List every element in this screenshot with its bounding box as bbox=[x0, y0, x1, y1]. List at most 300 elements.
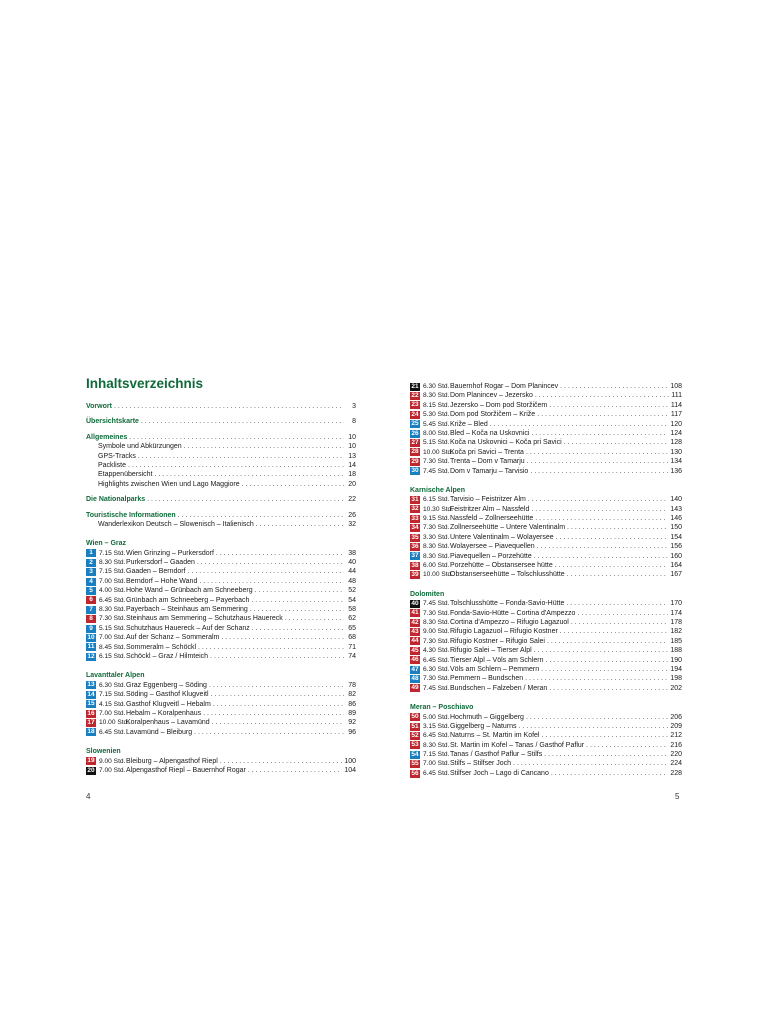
stage-duration: 6.30 Std. bbox=[423, 665, 450, 673]
leader-dots bbox=[541, 665, 668, 674]
leader-dots bbox=[285, 614, 344, 623]
stage-duration: 7.00 Std. bbox=[423, 760, 450, 768]
toc-stage-entry[interactable] bbox=[86, 766, 356, 775]
leader-dots bbox=[549, 684, 668, 693]
toc-stage-entry[interactable] bbox=[410, 448, 682, 457]
section-heading: Meran – Poschiavo bbox=[410, 704, 474, 712]
stage-number-badge: 31 bbox=[411, 495, 419, 503]
leader-dots bbox=[216, 549, 344, 558]
stage-duration: 8.30 Std. bbox=[423, 552, 450, 560]
toc-stage-entry[interactable] bbox=[410, 410, 682, 419]
leader-dots bbox=[251, 596, 344, 605]
stage-title: Payerbach – Steinhaus am Semmering bbox=[126, 606, 248, 614]
leader-dots bbox=[209, 681, 344, 690]
toc-stage-entry[interactable] bbox=[410, 741, 682, 750]
stage-number-badge: 53 bbox=[411, 741, 419, 749]
stage-number-badge: 10 bbox=[87, 633, 95, 641]
stage-number-badge: 22 bbox=[411, 392, 419, 400]
stage-page: 209 bbox=[670, 722, 682, 730]
stage-duration: 6.45 Std. bbox=[423, 769, 450, 777]
toc-stage-entry[interactable] bbox=[410, 684, 682, 693]
stage-number-badge: 45 bbox=[411, 646, 419, 654]
stage-duration: 7.30 Std. bbox=[423, 458, 450, 466]
leader-dots bbox=[114, 402, 344, 411]
section-heading: Lavanttaler Alpen bbox=[86, 672, 145, 680]
stage-title: Koča pri Savici – Trenta bbox=[450, 448, 524, 456]
stage-number-badge: 25 bbox=[411, 420, 419, 428]
toc-stage-entry[interactable] bbox=[410, 542, 682, 551]
leader-dots bbox=[531, 429, 668, 438]
toc-stage-entry[interactable] bbox=[86, 681, 356, 690]
spacer bbox=[410, 693, 682, 703]
toc-entry[interactable] bbox=[86, 402, 356, 411]
stage-duration: 7.30 Std. bbox=[423, 675, 450, 683]
stage-title: Gaaden – Berndorf bbox=[126, 568, 186, 576]
stage-duration: 10.00 Std. bbox=[423, 571, 454, 579]
stage-number-badge: 55 bbox=[411, 760, 419, 768]
stage-duration: 7.15 Std. bbox=[423, 751, 450, 759]
stage-page: 40 bbox=[348, 559, 356, 567]
leader-dots bbox=[537, 542, 669, 551]
stage-duration: 9.15 Std. bbox=[423, 515, 450, 523]
toc-stage-entry[interactable] bbox=[410, 637, 682, 646]
stage-title: Dom pod Storžičem – Križe bbox=[450, 411, 536, 419]
leader-dots bbox=[526, 713, 668, 722]
toc-stage-entry[interactable] bbox=[410, 505, 682, 514]
entry-page: 14 bbox=[348, 461, 356, 469]
stage-page: 44 bbox=[348, 568, 356, 576]
stage-page: 220 bbox=[670, 751, 682, 759]
stage-page: 194 bbox=[670, 665, 682, 673]
stage-number-badge: 7 bbox=[86, 606, 96, 614]
stage-page: 136 bbox=[670, 467, 682, 475]
stage-page: 140 bbox=[670, 496, 682, 504]
toc-stage-entry[interactable] bbox=[410, 656, 682, 665]
toc-left-column bbox=[86, 402, 356, 775]
leader-dots bbox=[527, 457, 669, 466]
stage-duration: 8.30 Std. bbox=[423, 392, 450, 400]
toc-stage-entry[interactable] bbox=[86, 549, 356, 558]
leader-dots bbox=[250, 605, 344, 614]
stage-number-badge: 18 bbox=[87, 728, 95, 736]
toc-stage-entry[interactable] bbox=[86, 718, 356, 727]
toc-stage-entry[interactable] bbox=[410, 382, 682, 391]
stage-number-badge: 3 bbox=[86, 568, 96, 576]
toc-entry[interactable] bbox=[86, 520, 356, 529]
toc-stage-entry[interactable] bbox=[86, 652, 356, 661]
stage-title: Tierser Alpl – Völs am Schlern bbox=[450, 656, 544, 664]
stage-title: Wolayersee – Piavequellen bbox=[450, 543, 535, 551]
stage-duration: 7.30 Std. bbox=[423, 637, 450, 645]
stage-title: Bled – Koča na Uskovnici bbox=[450, 429, 530, 437]
leader-dots bbox=[198, 643, 344, 652]
stage-page: 160 bbox=[670, 552, 682, 560]
toc-stage-entry[interactable] bbox=[410, 646, 682, 655]
stage-number-badge: 38 bbox=[411, 561, 419, 569]
leader-dots bbox=[197, 558, 344, 567]
stage-page: 182 bbox=[670, 628, 682, 636]
stage-page: 124 bbox=[670, 429, 682, 437]
toc-stage-entry[interactable] bbox=[410, 561, 682, 570]
stage-duration: 7.45 Std. bbox=[423, 684, 450, 692]
stage-duration: 9.00 Std. bbox=[99, 757, 126, 765]
stage-number-badge: 16 bbox=[87, 709, 95, 717]
stage-page: 96 bbox=[348, 728, 356, 736]
stage-page: 104 bbox=[344, 766, 356, 774]
toc-stage-entry[interactable] bbox=[410, 599, 682, 608]
toc-stage-entry[interactable] bbox=[410, 618, 682, 627]
stage-title: Stilfs – Stilfser Joch bbox=[450, 760, 512, 768]
toc-stage-entry[interactable] bbox=[410, 438, 682, 447]
toc-entry[interactable] bbox=[86, 480, 356, 489]
stage-duration: 8.30 Std. bbox=[423, 618, 450, 626]
leader-dots bbox=[535, 514, 668, 523]
toc-stage-entry[interactable] bbox=[410, 457, 682, 466]
stage-duration: 7.00 Std. bbox=[99, 577, 126, 585]
leader-dots bbox=[526, 448, 668, 457]
stage-duration: 7.15 Std. bbox=[99, 568, 126, 576]
stage-title: Feistritzer Alm – Nassfeld bbox=[450, 505, 530, 513]
stage-number-badge: 54 bbox=[411, 750, 419, 758]
stage-number-badge: 8 bbox=[86, 615, 96, 623]
stage-duration: 6.15 Std. bbox=[423, 496, 450, 504]
stage-number-badge: 34 bbox=[411, 524, 419, 532]
stage-number-badge: 23 bbox=[411, 401, 419, 409]
stage-number-badge: 19 bbox=[87, 757, 95, 765]
toc-stage-entry[interactable] bbox=[410, 391, 682, 400]
stage-title: Gasthof Klugveitl – Hebalm bbox=[126, 700, 211, 708]
stage-page: 164 bbox=[670, 562, 682, 570]
leader-dots bbox=[560, 382, 668, 391]
toc-stage-entry[interactable] bbox=[86, 633, 356, 642]
toc-entry[interactable] bbox=[86, 417, 356, 426]
stage-number-badge: 14 bbox=[87, 690, 95, 698]
stage-number-badge: 41 bbox=[411, 609, 419, 617]
stage-duration: 5.45 Std. bbox=[423, 420, 450, 428]
stage-number-badge: 11 bbox=[87, 643, 95, 651]
stage-page: 228 bbox=[670, 769, 682, 777]
stage-title: Untere Valentinalm – Wolayersee bbox=[450, 533, 554, 541]
stage-number-badge: 32 bbox=[411, 505, 419, 513]
leader-dots bbox=[221, 633, 344, 642]
leader-dots bbox=[242, 480, 344, 489]
leader-dots bbox=[178, 511, 344, 520]
stage-number-badge: 44 bbox=[411, 637, 419, 645]
page-title: Inhaltsverzeichnis bbox=[86, 376, 204, 391]
stage-title: Grünbach am Schneeberg – Payerbach bbox=[126, 596, 250, 604]
toc-stage-entry[interactable] bbox=[86, 596, 356, 605]
stage-page: 108 bbox=[670, 383, 682, 390]
leader-dots bbox=[544, 750, 668, 759]
leader-dots bbox=[555, 561, 669, 570]
stage-title: Auf der Schanz – Sommeralm bbox=[126, 634, 220, 642]
leader-dots bbox=[220, 757, 342, 766]
entry-page: 10 bbox=[348, 443, 356, 451]
stage-title: Schöckl – Graz / Hilmteich bbox=[126, 652, 209, 660]
stage-number-badge: 35 bbox=[411, 533, 419, 541]
leader-dots bbox=[154, 470, 344, 479]
spacer bbox=[86, 661, 356, 671]
toc-stage-entry[interactable] bbox=[410, 495, 682, 504]
stage-duration: 6.45 Std. bbox=[99, 596, 126, 604]
leader-dots bbox=[210, 652, 344, 661]
entry-title: Die Nationalparks bbox=[86, 496, 146, 504]
entry-page: 22 bbox=[348, 496, 356, 504]
toc-stage-entry[interactable] bbox=[410, 759, 682, 768]
stage-number-badge: 15 bbox=[87, 700, 95, 708]
leader-dots bbox=[129, 433, 344, 442]
toc-stage-entry[interactable] bbox=[410, 429, 682, 438]
stage-title: Cortina d'Ampezzo – Rifugio Lagazuol bbox=[450, 618, 569, 626]
toc-stage-entry[interactable] bbox=[86, 700, 356, 709]
stage-title: Zollnerseehütte – Untere Valentinalm bbox=[450, 524, 566, 532]
leader-dots bbox=[203, 709, 344, 718]
stage-title: Trenta – Dom v Tamarju bbox=[450, 458, 525, 466]
stage-title: Jezersko – Dom pod Storžičem bbox=[450, 401, 548, 409]
toc-right-column bbox=[410, 382, 682, 778]
toc-stage-entry[interactable] bbox=[410, 722, 682, 731]
toc-stage-entry[interactable] bbox=[86, 643, 356, 652]
stage-title: Tolschlusshütte – Fonda-Savio-Hütte bbox=[450, 600, 565, 608]
entry-page: 3 bbox=[352, 403, 356, 410]
stage-duration: 4.30 Std. bbox=[423, 647, 450, 655]
page-number-left: 4 bbox=[86, 792, 91, 801]
leader-dots bbox=[531, 505, 668, 514]
stage-title: Rifugio Lagazuol – Rifugio Kostner bbox=[450, 628, 558, 636]
stage-duration: 6.45 Std. bbox=[99, 728, 126, 736]
stage-duration: 8.30 Std. bbox=[423, 741, 450, 749]
stage-number-badge: 52 bbox=[411, 731, 419, 739]
toc-stage-entry[interactable] bbox=[86, 757, 356, 766]
stage-duration: 6.15 Std. bbox=[99, 652, 126, 660]
stage-title: Rifugio Salei – Tierser Alpl bbox=[450, 647, 532, 655]
stage-title: Stilfser Joch – Lago di Cancano bbox=[450, 769, 549, 777]
leader-dots bbox=[525, 674, 668, 683]
stage-duration: 5.30 Std. bbox=[423, 411, 450, 419]
stage-duration: 7.45 Std. bbox=[423, 600, 450, 608]
stage-title: Obstanserseehütte – Tolschlusshütte bbox=[450, 571, 565, 579]
leader-dots bbox=[586, 741, 668, 750]
toc-stage-entry[interactable] bbox=[86, 709, 356, 718]
toc-stage-entry[interactable] bbox=[86, 586, 356, 595]
stage-page: 202 bbox=[670, 684, 682, 692]
toc-stage-entry[interactable] bbox=[410, 401, 682, 410]
toc-stage-entry[interactable] bbox=[410, 523, 682, 532]
toc-entry[interactable] bbox=[86, 461, 356, 470]
toc-entry[interactable] bbox=[86, 442, 356, 451]
leader-dots bbox=[566, 599, 668, 608]
toc-stage-entry[interactable] bbox=[410, 713, 682, 722]
stage-page: 190 bbox=[670, 656, 682, 664]
stage-duration: 7.30 Std. bbox=[423, 524, 450, 532]
leader-dots bbox=[255, 586, 344, 595]
stage-number-badge: 43 bbox=[411, 628, 419, 636]
leader-dots bbox=[551, 769, 668, 778]
stage-number-badge: 9 bbox=[86, 625, 96, 633]
leader-dots bbox=[252, 624, 344, 633]
stage-title: Dom v Tamarju – Tarvisio bbox=[450, 467, 529, 475]
stage-number-badge: 37 bbox=[411, 552, 419, 560]
leader-dots bbox=[549, 401, 669, 410]
stage-number-badge: 27 bbox=[411, 439, 419, 447]
stage-page: 128 bbox=[670, 439, 682, 447]
stage-duration: 3.15 Std. bbox=[423, 722, 450, 730]
stage-page: 78 bbox=[348, 681, 356, 689]
section-heading: Dolomiten bbox=[410, 590, 445, 598]
stage-number-badge: 36 bbox=[411, 542, 419, 550]
toc-entry[interactable] bbox=[86, 452, 356, 461]
stage-page: 52 bbox=[348, 587, 356, 595]
stage-title: St. Martin im Kofel – Tanas / Gasthof Paflur bbox=[450, 741, 585, 749]
stage-duration: 7.45 Std. bbox=[423, 467, 450, 475]
toc-stage-entry[interactable] bbox=[86, 577, 356, 586]
leader-dots bbox=[248, 766, 342, 775]
stage-number-badge: 24 bbox=[411, 410, 419, 418]
stage-title: Hebalm – Koralpenhaus bbox=[126, 709, 202, 717]
stage-title: Porzehütte – Obstansersee hütte bbox=[450, 562, 553, 570]
stage-page: 71 bbox=[348, 643, 356, 651]
stage-title: Tarvisio – Feistritzer Alm bbox=[450, 496, 526, 504]
toc-stage-entry[interactable] bbox=[410, 627, 682, 636]
leader-dots bbox=[535, 391, 669, 400]
stage-page: 185 bbox=[670, 637, 682, 645]
stage-duration: 6.45 Std. bbox=[423, 656, 450, 664]
leader-dots bbox=[528, 495, 668, 504]
leader-dots bbox=[560, 627, 669, 636]
stage-title: Nassfeld – Zollnerseehütte bbox=[450, 515, 534, 523]
stage-duration: 5.15 Std. bbox=[99, 624, 126, 632]
stage-page: 120 bbox=[670, 420, 682, 428]
toc-stage-entry[interactable] bbox=[410, 533, 682, 542]
stage-page: 89 bbox=[348, 709, 356, 717]
stage-page: 54 bbox=[348, 596, 356, 604]
toc-stage-entry[interactable] bbox=[86, 624, 356, 633]
stage-number-badge: 21 bbox=[411, 382, 419, 390]
stage-title: Giggelberg – Naturns bbox=[450, 722, 517, 730]
toc-entry[interactable] bbox=[86, 511, 356, 520]
stage-duration: 4.15 Std. bbox=[99, 700, 126, 708]
entry-title: Vorwort bbox=[86, 403, 112, 410]
stage-duration: 7.30 Std. bbox=[99, 615, 126, 623]
stage-number-badge: 39 bbox=[411, 571, 419, 579]
entry-page: 18 bbox=[348, 471, 356, 479]
stage-page: 143 bbox=[670, 505, 682, 513]
toc-stage-entry[interactable] bbox=[410, 731, 682, 740]
stage-number-badge: 2 bbox=[86, 559, 96, 567]
leader-dots bbox=[534, 646, 669, 655]
stage-duration: 6.30 Std. bbox=[423, 383, 450, 390]
toc-stage-entry[interactable] bbox=[410, 674, 682, 683]
stage-title: Koralpenhaus – Lavamünd bbox=[126, 719, 210, 727]
stage-duration: 10.30 Std. bbox=[423, 505, 454, 513]
stage-title: Pemmern – Bundschen bbox=[450, 675, 524, 683]
leader-dots bbox=[138, 452, 344, 461]
stage-page: 86 bbox=[348, 700, 356, 708]
stage-page: 134 bbox=[670, 458, 682, 466]
stage-page: 206 bbox=[670, 713, 682, 721]
toc-stage-entry[interactable] bbox=[410, 769, 682, 778]
leader-dots bbox=[128, 461, 344, 470]
toc-stage-entry[interactable] bbox=[410, 609, 682, 618]
stage-duration: 8.00 Std. bbox=[423, 429, 450, 437]
stage-title: Völs am Schlern – Pemmern bbox=[450, 665, 540, 673]
spacer bbox=[410, 476, 682, 486]
toc-entry[interactable] bbox=[86, 470, 356, 479]
leader-dots bbox=[188, 567, 344, 576]
stage-duration: 10.00 Std. bbox=[99, 719, 130, 727]
toc-stage-entry[interactable] bbox=[86, 567, 356, 576]
toc-entry[interactable] bbox=[86, 433, 356, 442]
stage-duration: 7.00 Std. bbox=[99, 709, 126, 717]
stage-page: 174 bbox=[670, 609, 682, 617]
toc-stage-entry[interactable] bbox=[410, 570, 682, 579]
toc-stage-entry[interactable] bbox=[410, 420, 682, 429]
stage-title: Steinhaus am Semmering – Schutzhaus Hauereck bbox=[126, 615, 283, 623]
stage-title: Berndorf – Hohe Wand bbox=[126, 577, 198, 585]
leader-dots bbox=[213, 700, 344, 709]
stage-page: 150 bbox=[670, 524, 682, 532]
stage-page: 111 bbox=[671, 392, 682, 400]
toc-stage-entry[interactable] bbox=[86, 605, 356, 614]
leader-dots bbox=[556, 533, 669, 542]
spacer bbox=[410, 580, 682, 590]
leader-dots bbox=[194, 728, 344, 737]
entry-page: 13 bbox=[348, 452, 356, 460]
leader-dots bbox=[513, 759, 668, 768]
stage-number-badge: 42 bbox=[411, 618, 419, 626]
stage-title: Tanas / Gasthof Paflur – Stilfs bbox=[450, 751, 543, 759]
stage-page: 198 bbox=[670, 675, 682, 683]
entry-page: 20 bbox=[348, 480, 356, 488]
stage-title: Purkersdorf – Gaaden bbox=[126, 559, 195, 567]
toc-stage-entry[interactable] bbox=[410, 552, 682, 561]
entry-page: 8 bbox=[352, 418, 356, 426]
spacer bbox=[86, 737, 356, 747]
stage-duration: 9.00 Std. bbox=[423, 628, 450, 636]
stage-title: Wien Grinzing – Purkersdorf bbox=[126, 549, 214, 557]
stage-page: 167 bbox=[670, 571, 682, 579]
toc-stage-entry[interactable] bbox=[410, 514, 682, 523]
toc-stage-entry[interactable] bbox=[410, 665, 682, 674]
stage-number-badge: 26 bbox=[411, 429, 419, 437]
toc-stage-entry[interactable] bbox=[86, 728, 356, 737]
page-number-right: 5 bbox=[675, 792, 680, 801]
leader-dots bbox=[199, 577, 344, 586]
stage-number-badge: 50 bbox=[411, 713, 419, 721]
toc-stage-entry[interactable] bbox=[86, 614, 356, 623]
toc-stage-entry[interactable] bbox=[410, 467, 682, 476]
section-heading: Wien – Graz bbox=[86, 540, 127, 548]
stage-page: 154 bbox=[670, 533, 682, 541]
entry-title: Packliste bbox=[98, 461, 127, 469]
stage-number-badge: 47 bbox=[411, 665, 419, 673]
stage-title: Koča na Uskovnici – Koča pri Savici bbox=[450, 439, 562, 447]
stage-page: 38 bbox=[348, 549, 356, 557]
stage-number-badge: 28 bbox=[411, 448, 419, 456]
stage-title: Bleiburg – Alpengasthof Riepl bbox=[126, 757, 218, 765]
stage-number-badge: 4 bbox=[86, 578, 96, 586]
toc-stage-entry[interactable] bbox=[410, 750, 682, 759]
toc-stage-entry[interactable] bbox=[86, 690, 356, 699]
stage-page: 188 bbox=[670, 647, 682, 655]
stage-title: Hochmuth – Giggelberg bbox=[450, 713, 524, 721]
entry-title: Highlights zwischen Wien und Lago Maggiore bbox=[98, 480, 240, 488]
stage-number-badge: 33 bbox=[411, 514, 419, 522]
stage-page: 48 bbox=[348, 577, 356, 585]
stage-duration: 7.30 Std. bbox=[423, 609, 450, 617]
toc-entry[interactable] bbox=[86, 495, 356, 504]
toc-stage-entry[interactable] bbox=[86, 558, 356, 567]
